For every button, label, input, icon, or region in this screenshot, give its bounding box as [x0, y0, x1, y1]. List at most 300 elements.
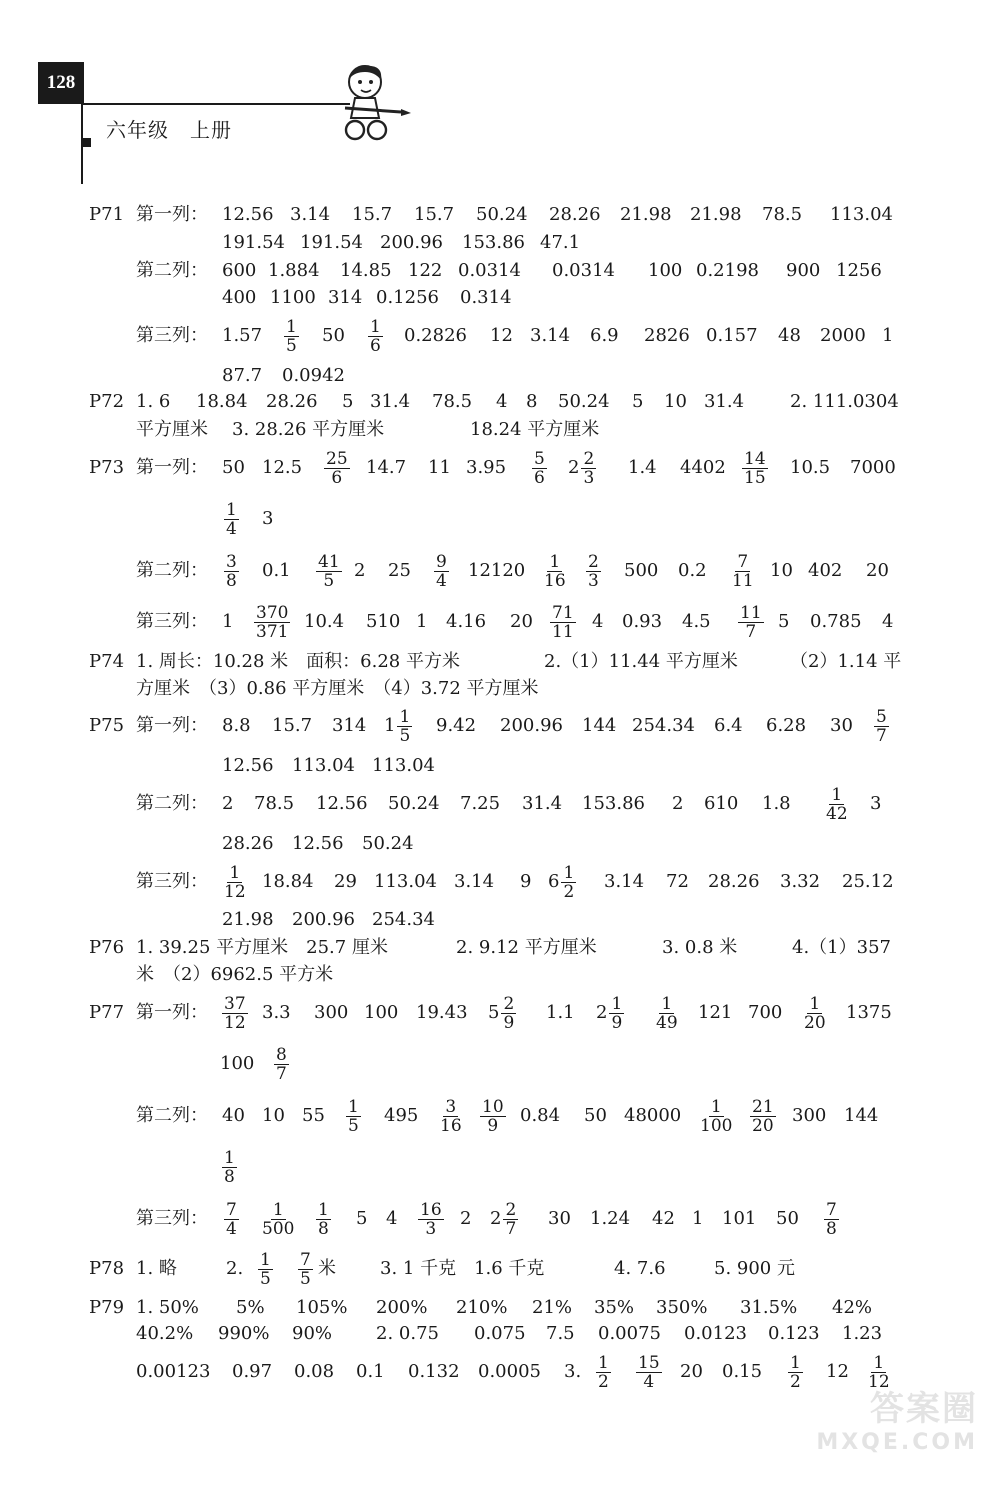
answer-value: 78.5 — [432, 391, 473, 412]
fraction-numerator: 1 — [549, 551, 561, 572]
answer-value: 4.（1）357 — [792, 937, 891, 958]
mixed-number — [384, 708, 414, 745]
answer-value: 510 — [366, 611, 401, 632]
fraction-numerator: 1 — [399, 706, 411, 727]
answer-value: 31.5% — [740, 1297, 798, 1318]
fraction-denominator: 5 — [286, 335, 297, 356]
answer-value: 1256 — [836, 260, 882, 281]
answer-value: 3.32 — [780, 871, 821, 892]
header-marker — [82, 138, 91, 147]
answer-value: 15.7 — [272, 715, 313, 736]
fraction-numerator: 7 — [737, 551, 749, 572]
answer-value: 87.7 — [222, 365, 263, 386]
fraction-numerator: 15 — [638, 1352, 660, 1373]
answer-value: 113.04 — [372, 755, 435, 776]
fraction-numerator: 1 — [226, 499, 237, 520]
answer-value: 2.（1）11.44 平方厘米 — [544, 651, 738, 672]
answer-value: 48000 — [624, 1105, 682, 1126]
fraction — [434, 553, 449, 590]
fraction-value — [314, 553, 344, 590]
answer-value: 2. 111.0304 — [790, 391, 899, 412]
fraction-denominator: 5 — [323, 570, 335, 591]
watermark — [816, 1381, 978, 1455]
answer-value: 0.1 — [356, 1361, 385, 1382]
answer-value: 47.1 — [540, 232, 581, 253]
fraction-numerator: 1 — [598, 1352, 609, 1373]
fraction-numerator: 5 — [876, 706, 887, 727]
fraction-numerator: 16 — [420, 1199, 442, 1220]
answer-value: 28.26 — [222, 833, 274, 854]
answer-value: 4.5 — [682, 611, 711, 632]
answer-value: 113.04 — [830, 204, 893, 225]
fraction-numerator: 7 — [300, 1249, 311, 1270]
answer-value: 990% — [218, 1323, 270, 1344]
answer-value: 402 — [808, 560, 843, 581]
fraction — [824, 786, 850, 823]
answer-value: 第一列： — [136, 715, 208, 736]
fraction-denominator: 16 — [544, 570, 566, 591]
fraction-numerator: 71 — [552, 602, 574, 623]
answer-value: 0.2 — [678, 560, 707, 581]
fraction-numerator: 1 — [611, 993, 623, 1014]
answer-value: 55 — [302, 1105, 325, 1126]
fraction-value — [222, 501, 241, 538]
answer-value: 300 — [792, 1105, 827, 1126]
answer-value: 0.00123 — [136, 1361, 211, 1382]
answer-value: 78.5 — [762, 204, 803, 225]
answer-value: 21.98 — [222, 909, 274, 930]
mixed-number — [596, 995, 626, 1032]
fraction-denominator: 5 — [399, 725, 411, 746]
fraction-numerator: 1 — [318, 1199, 329, 1220]
answer-value: 200.96 — [292, 909, 355, 930]
answer-value: 10 — [262, 1105, 285, 1126]
page-ref-label: P72 — [89, 391, 125, 412]
fraction-numerator: 1 — [224, 1147, 235, 1168]
answer-value: 0.93 — [622, 611, 663, 632]
answer-value: 0.0075 — [598, 1323, 661, 1344]
fraction-denominator: 3 — [425, 1218, 437, 1239]
answer-value: 7000 — [850, 457, 896, 478]
answer-value: 2 — [460, 1208, 472, 1229]
fraction-denominator: 11 — [552, 621, 574, 642]
fraction — [730, 553, 756, 590]
fraction-numerator: 1 — [710, 1096, 722, 1117]
answer-value: 1. 周长：10.28 米 面积：6.28 平方米 — [136, 651, 460, 672]
answer-value: 500 — [624, 560, 659, 581]
fraction — [222, 995, 248, 1032]
fraction-value — [222, 1201, 241, 1238]
answer-value: 0.97 — [232, 1361, 273, 1382]
answer-value: 0.1 — [262, 560, 291, 581]
answer-value: 0.0123 — [684, 1323, 747, 1344]
fraction-value — [252, 604, 292, 641]
mixed-number — [548, 864, 578, 901]
answer-value: 3.3 — [262, 1002, 291, 1023]
answer-value: 28.26 — [266, 391, 318, 412]
answer-value: 20 — [866, 560, 889, 581]
fraction-denominator: 11 — [732, 570, 754, 591]
fraction-value — [256, 1251, 275, 1288]
fraction-denominator: 12 — [224, 1012, 246, 1033]
fraction — [874, 708, 889, 745]
answer-value: 10.4 — [304, 611, 345, 632]
answer-value: 4402 — [680, 457, 726, 478]
answer-value: 200% — [376, 1297, 428, 1318]
fraction-denominator: 49 — [656, 1012, 678, 1033]
answer-value: 2000 — [820, 325, 866, 346]
fraction-denominator: 5 — [300, 1268, 311, 1289]
fraction-numerator: 8 — [276, 1044, 287, 1065]
fraction-denominator: 16 — [440, 1115, 462, 1136]
fraction-denominator: 42 — [826, 803, 848, 824]
answer-value: 9.42 — [436, 715, 477, 736]
answer-value: 4 — [592, 611, 604, 632]
fraction — [596, 1354, 611, 1391]
answer-value: 第一列： — [136, 457, 208, 478]
watermark-domain: MXQE.COM — [816, 1430, 978, 1455]
answer-value: 31.4 — [370, 391, 411, 412]
fraction-numerator: 1 — [260, 1249, 271, 1270]
fraction-value — [432, 553, 451, 590]
answer-value: 9 — [520, 871, 532, 892]
fraction-denominator: 8 — [826, 1218, 837, 1239]
answer-value: 20 — [510, 611, 533, 632]
answer-value: 0.15 — [722, 1361, 763, 1382]
fraction — [480, 1098, 506, 1135]
answer-value: 200.96 — [380, 232, 443, 253]
answer-value: 191.54 — [300, 232, 363, 253]
fraction-numerator: 7 — [226, 1199, 237, 1220]
fraction-numerator: 1 — [790, 1352, 801, 1373]
fraction-numerator: 1 — [809, 993, 821, 1014]
answer-value: 1.884 — [268, 260, 320, 281]
fraction-value — [872, 708, 891, 745]
fraction-numerator: 14 — [744, 448, 766, 469]
fraction-numerator: 1 — [286, 316, 297, 337]
answer-value: 2 — [672, 793, 684, 814]
answer-value: 18.24 平方厘米 — [470, 419, 600, 440]
answer-value: 30 — [830, 715, 853, 736]
answer-value: 3. 28.26 平方厘米 — [232, 419, 385, 440]
answer-value: 2. 0.75 — [376, 1323, 439, 1344]
fraction — [654, 995, 680, 1032]
page-ref-label: P79 — [89, 1297, 125, 1318]
fraction-numerator: 21 — [752, 1096, 774, 1117]
page-ref-label: P74 — [89, 651, 125, 672]
answer-value: 2826 — [644, 325, 690, 346]
answer-value: 5 — [632, 391, 644, 412]
answer-value: 78.5 — [254, 793, 295, 814]
fraction-denominator: 6 — [370, 335, 381, 356]
whole-part: 6 — [548, 871, 560, 892]
fraction-value — [220, 1149, 239, 1186]
answer-value: 7.25 — [460, 793, 501, 814]
answer-value: 100 — [648, 260, 683, 281]
answer-value: 15.7 — [414, 204, 455, 225]
fraction-denominator: 9 — [611, 1012, 623, 1033]
whole-part: 2 — [568, 457, 580, 478]
answer-value: 144 — [582, 715, 617, 736]
fraction-denominator: 8 — [226, 570, 237, 591]
answer-value: 2 — [222, 793, 234, 814]
fraction-denominator: 8 — [318, 1218, 329, 1239]
answer-value: 113.04 — [374, 871, 437, 892]
answer-value: 12.5 — [262, 457, 303, 478]
answer-value: 12 — [490, 325, 513, 346]
answer-value: 1.24 — [590, 1208, 631, 1229]
answer-value: 153.86 — [462, 232, 525, 253]
answer-value: 5. 900 元 — [714, 1258, 795, 1279]
answer-value: 42 — [652, 1208, 675, 1229]
answer-value: 12.56 — [222, 755, 274, 776]
answer-value: 314 — [328, 287, 363, 308]
fraction — [698, 1098, 734, 1135]
fraction — [824, 1201, 839, 1238]
fraction-numerator: 1 — [229, 862, 241, 883]
answer-value: 31.4 — [522, 793, 563, 814]
answer-value: 6.28 — [766, 715, 807, 736]
fraction-value — [634, 1354, 664, 1391]
fraction — [586, 553, 601, 590]
fraction — [550, 604, 576, 641]
fraction-numerator: 10 — [482, 1096, 504, 1117]
fraction-value — [540, 553, 570, 590]
answer-value: 5 — [356, 1208, 368, 1229]
answer-value: 100 — [364, 1002, 399, 1023]
answer-value: 1. 39.25 平方厘米 25.7 厘米 — [136, 937, 388, 958]
fraction-denominator: 4 — [436, 570, 447, 591]
answer-value: 1.23 — [842, 1323, 883, 1344]
fraction-value — [548, 604, 578, 641]
fraction-denominator: 6 — [534, 467, 545, 488]
watermark-main: 答案圈 — [870, 1389, 978, 1429]
fraction-numerator: 7 — [826, 1199, 837, 1220]
answer-value: 28.26 — [708, 871, 760, 892]
answer-value: 1 — [222, 611, 234, 632]
answer-value: 3.14 — [454, 871, 495, 892]
fraction — [260, 1201, 296, 1238]
answer-value: 1.4 — [628, 457, 657, 478]
fraction-numerator: 1 — [348, 1096, 359, 1117]
answer-value: 4. 7.6 — [614, 1258, 666, 1279]
answer-value: 40.2% — [136, 1323, 194, 1344]
answer-value: 1 — [882, 325, 894, 346]
answer-value: 35% — [594, 1297, 635, 1318]
fraction-denominator: 2 — [790, 1371, 801, 1392]
fraction — [802, 995, 828, 1032]
fraction-value — [258, 1201, 298, 1238]
fraction-numerator: 25 — [326, 448, 348, 469]
fraction-numerator: 3 — [445, 1096, 457, 1117]
mixed-number — [568, 450, 598, 487]
answer-value: 0.84 — [520, 1105, 561, 1126]
answer-value: 121 — [698, 1002, 733, 1023]
answer-value: 20 — [680, 1361, 703, 1382]
fraction-denominator: 8 — [224, 1166, 235, 1187]
fraction-value — [416, 1201, 446, 1238]
answer-value: 50.24 — [362, 833, 414, 854]
fraction-value — [344, 1098, 363, 1135]
answer-value: 0.785 — [810, 611, 862, 632]
mascot-illustration — [325, 60, 415, 142]
fraction — [532, 450, 547, 487]
answer-value: 48 — [778, 325, 801, 346]
answer-value: （2）1.14 平 — [790, 651, 902, 672]
answer-value: 0.08 — [294, 1361, 335, 1382]
answer-value: 350% — [656, 1297, 708, 1318]
grade-label: 六年级 上册 — [106, 118, 232, 142]
fraction-numerator: 370 — [256, 602, 289, 623]
answer-value: 40 — [222, 1105, 245, 1126]
answer-value: 6.4 — [714, 715, 743, 736]
answer-value: 0.0314 — [458, 260, 521, 281]
answer-value: 米 （2）6962.5 平方米 — [136, 964, 334, 985]
answer-value: 1 — [416, 611, 428, 632]
fraction-numerator: 5 — [534, 448, 545, 469]
answer-value: 101 — [722, 1208, 757, 1229]
fraction-value — [728, 553, 758, 590]
answer-value: 平方厘米 — [136, 419, 208, 440]
fraction-denominator: 100 — [700, 1115, 733, 1136]
fraction-denominator: 2 — [598, 1371, 609, 1392]
answer-value: 0.0942 — [282, 365, 345, 386]
fraction-numerator: 9 — [436, 551, 447, 572]
answer-value: 4 — [386, 1208, 398, 1229]
answer-value: 12.56 — [292, 833, 344, 854]
fraction-value — [366, 318, 385, 355]
fraction-denominator: 15 — [744, 467, 766, 488]
answer-value: 42% — [832, 1297, 873, 1318]
fraction-value — [314, 1201, 333, 1238]
fraction-denominator: 12 — [224, 881, 246, 902]
answer-value: 3. 1 千克 1.6 千克 — [380, 1258, 545, 1279]
answer-value: 7.5 — [546, 1323, 575, 1344]
answer-value: 第一列： — [136, 1002, 208, 1023]
fraction — [224, 553, 239, 590]
fraction-value — [740, 450, 770, 487]
fraction-value — [220, 995, 250, 1032]
page-number-tab — [38, 62, 84, 104]
fraction-denominator: 371 — [256, 621, 289, 642]
answer-value: 第三列： — [136, 325, 208, 346]
mixed-number — [488, 995, 518, 1032]
answer-value: 第二列： — [136, 793, 208, 814]
fraction-denominator: 20 — [804, 1012, 826, 1033]
whole-part: 2 — [596, 1002, 608, 1023]
answer-value: 12120 — [468, 560, 526, 581]
whole-part: 1 — [384, 715, 396, 736]
answer-value: 5 — [342, 391, 354, 412]
fraction-denominator: 5 — [348, 1115, 359, 1136]
fraction — [418, 1201, 444, 1238]
answer-value: 0.132 — [408, 1361, 460, 1382]
answer-value: 495 — [384, 1105, 419, 1126]
page-number: 128 — [46, 72, 76, 93]
answer-value: 50 — [584, 1105, 607, 1126]
whole-part: 5 — [488, 1002, 500, 1023]
answer-value: 25.12 — [842, 871, 894, 892]
fraction-numerator: 1 — [563, 862, 575, 883]
fraction-value — [652, 995, 682, 1032]
answer-value: 12 — [826, 1361, 849, 1382]
fraction-numerator: 2 — [505, 1199, 517, 1220]
fraction-value — [584, 553, 603, 590]
answer-value: 3. — [564, 1361, 582, 1382]
fraction — [346, 1098, 361, 1135]
fraction — [503, 1201, 518, 1238]
answer-value: 90% — [292, 1323, 333, 1344]
fraction-numerator: 1 — [370, 316, 381, 337]
answer-value: 14.85 — [340, 260, 392, 281]
fraction-denominator: 7 — [505, 1218, 517, 1239]
fraction-denominator: 3 — [588, 570, 599, 591]
fraction-value — [594, 1354, 613, 1391]
answer-value: 第二列： — [136, 1105, 208, 1126]
fraction — [324, 450, 350, 487]
fraction-numerator: 1 — [272, 1199, 284, 1220]
fraction-denominator: 9 — [503, 1012, 515, 1033]
answer-value: 100 — [220, 1053, 255, 1074]
fraction-value — [282, 318, 301, 355]
fraction — [224, 1201, 239, 1238]
answer-value: 方厘米 （3）0.86 平方厘米 （4）3.72 平方厘米 — [136, 678, 539, 699]
page-ref-label: P73 — [89, 457, 125, 478]
fraction-numerator: 1 — [831, 784, 843, 805]
fraction — [224, 501, 239, 538]
answer-value: 1. 50% — [136, 1297, 199, 1318]
fraction-value — [696, 1098, 736, 1135]
fraction — [254, 604, 290, 641]
answer-value: 5% — [236, 1297, 265, 1318]
answer-value: 第二列： — [136, 560, 208, 581]
answer-value: 700 — [748, 1002, 783, 1023]
fraction — [258, 1251, 273, 1288]
answer-value: 第三列： — [136, 611, 208, 632]
answer-value: 4.16 — [446, 611, 487, 632]
answer-value: 600 — [222, 260, 257, 281]
fraction — [316, 1201, 331, 1238]
answer-value: 1.8 — [762, 793, 791, 814]
fraction — [284, 318, 299, 355]
answer-value: 21.98 — [620, 204, 672, 225]
fraction — [738, 604, 764, 641]
answer-value: 3.95 — [466, 457, 507, 478]
answer-value: 0.157 — [706, 325, 758, 346]
answer-value: 0.2826 — [404, 325, 467, 346]
answer-value: 6.9 — [590, 325, 619, 346]
page-ref-label: P76 — [89, 937, 125, 958]
answer-value: 113.04 — [292, 755, 355, 776]
answer-value: 1 — [692, 1208, 704, 1229]
fraction-numerator: 2 — [503, 993, 515, 1014]
fraction — [542, 553, 568, 590]
answer-value: 50 — [222, 457, 245, 478]
answer-value: 105% — [296, 1297, 348, 1318]
answer-value: 3 — [262, 508, 274, 529]
answer-value: 0.075 — [474, 1323, 526, 1344]
fraction — [298, 1251, 313, 1288]
header-rule — [82, 103, 350, 105]
answer-value: 4 — [496, 391, 508, 412]
fraction-numerator: 2 — [588, 551, 599, 572]
fraction — [742, 450, 768, 487]
answer-value: 2. 9.12 平方厘米 — [456, 937, 597, 958]
answer-value: 10 — [664, 391, 687, 412]
answer-value: 1.57 — [222, 325, 263, 346]
fraction — [609, 995, 624, 1032]
answer-value: 21% — [532, 1297, 573, 1318]
